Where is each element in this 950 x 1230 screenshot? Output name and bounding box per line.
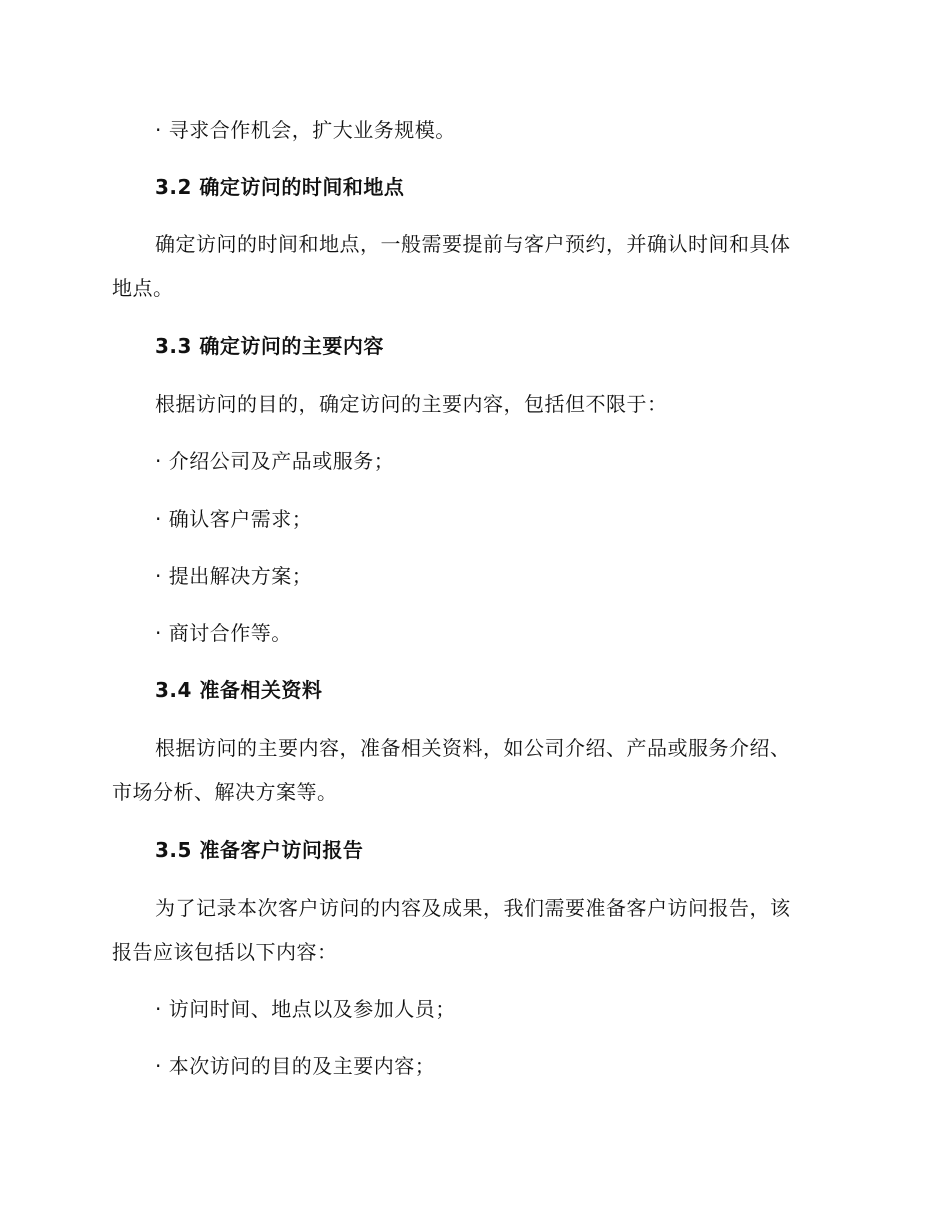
bullet-item-propose-solution: · 提出解决方案；: [155, 564, 313, 588]
bullet-item-introduce-company: · 介绍公司及产品或服务；: [155, 449, 395, 473]
bullet-item-visit-time-place: · 访问时间、地点以及参加人员；: [155, 997, 456, 1021]
paragraph-3-4-line-1: 根据访问的主要内容，准备相关资料，如公司介绍、产品或服务介绍、: [155, 736, 791, 760]
section-heading-3-2: 3.2 确定访问的时间和地点: [155, 175, 405, 199]
bullet-item-visit-purpose: · 本次访问的目的及主要内容；: [155, 1054, 436, 1078]
bullet-item-discuss-cooperation: · 商讨合作等。: [155, 621, 292, 645]
section-heading-3-5: 3.5 准备客户访问报告: [155, 838, 364, 862]
section-heading-3-3: 3.3 确定访问的主要内容: [155, 334, 384, 358]
paragraph-3-2-line-2: 地点。: [112, 276, 174, 300]
paragraph-3-2-line-1: 确定访问的时间和地点，一般需要提前与客户预约，并确认时间和具体: [155, 232, 791, 256]
paragraph-3-5-line-2: 报告应该包括以下内容：: [112, 940, 338, 964]
bullet-item-confirm-needs: · 确认客户需求；: [155, 507, 313, 531]
bullet-item-cooperation: · 寻求合作机会，扩大业务规模。: [155, 118, 456, 142]
paragraph-3-3: 根据访问的目的，确定访问的主要内容，包括但不限于：: [155, 392, 668, 416]
paragraph-3-4-line-2: 市场分析、解决方案等。: [112, 780, 338, 804]
paragraph-3-5-line-1: 为了记录本次客户访问的内容及成果，我们需要准备客户访问报告，该: [155, 896, 791, 920]
section-heading-3-4: 3.4 准备相关资料: [155, 678, 323, 702]
